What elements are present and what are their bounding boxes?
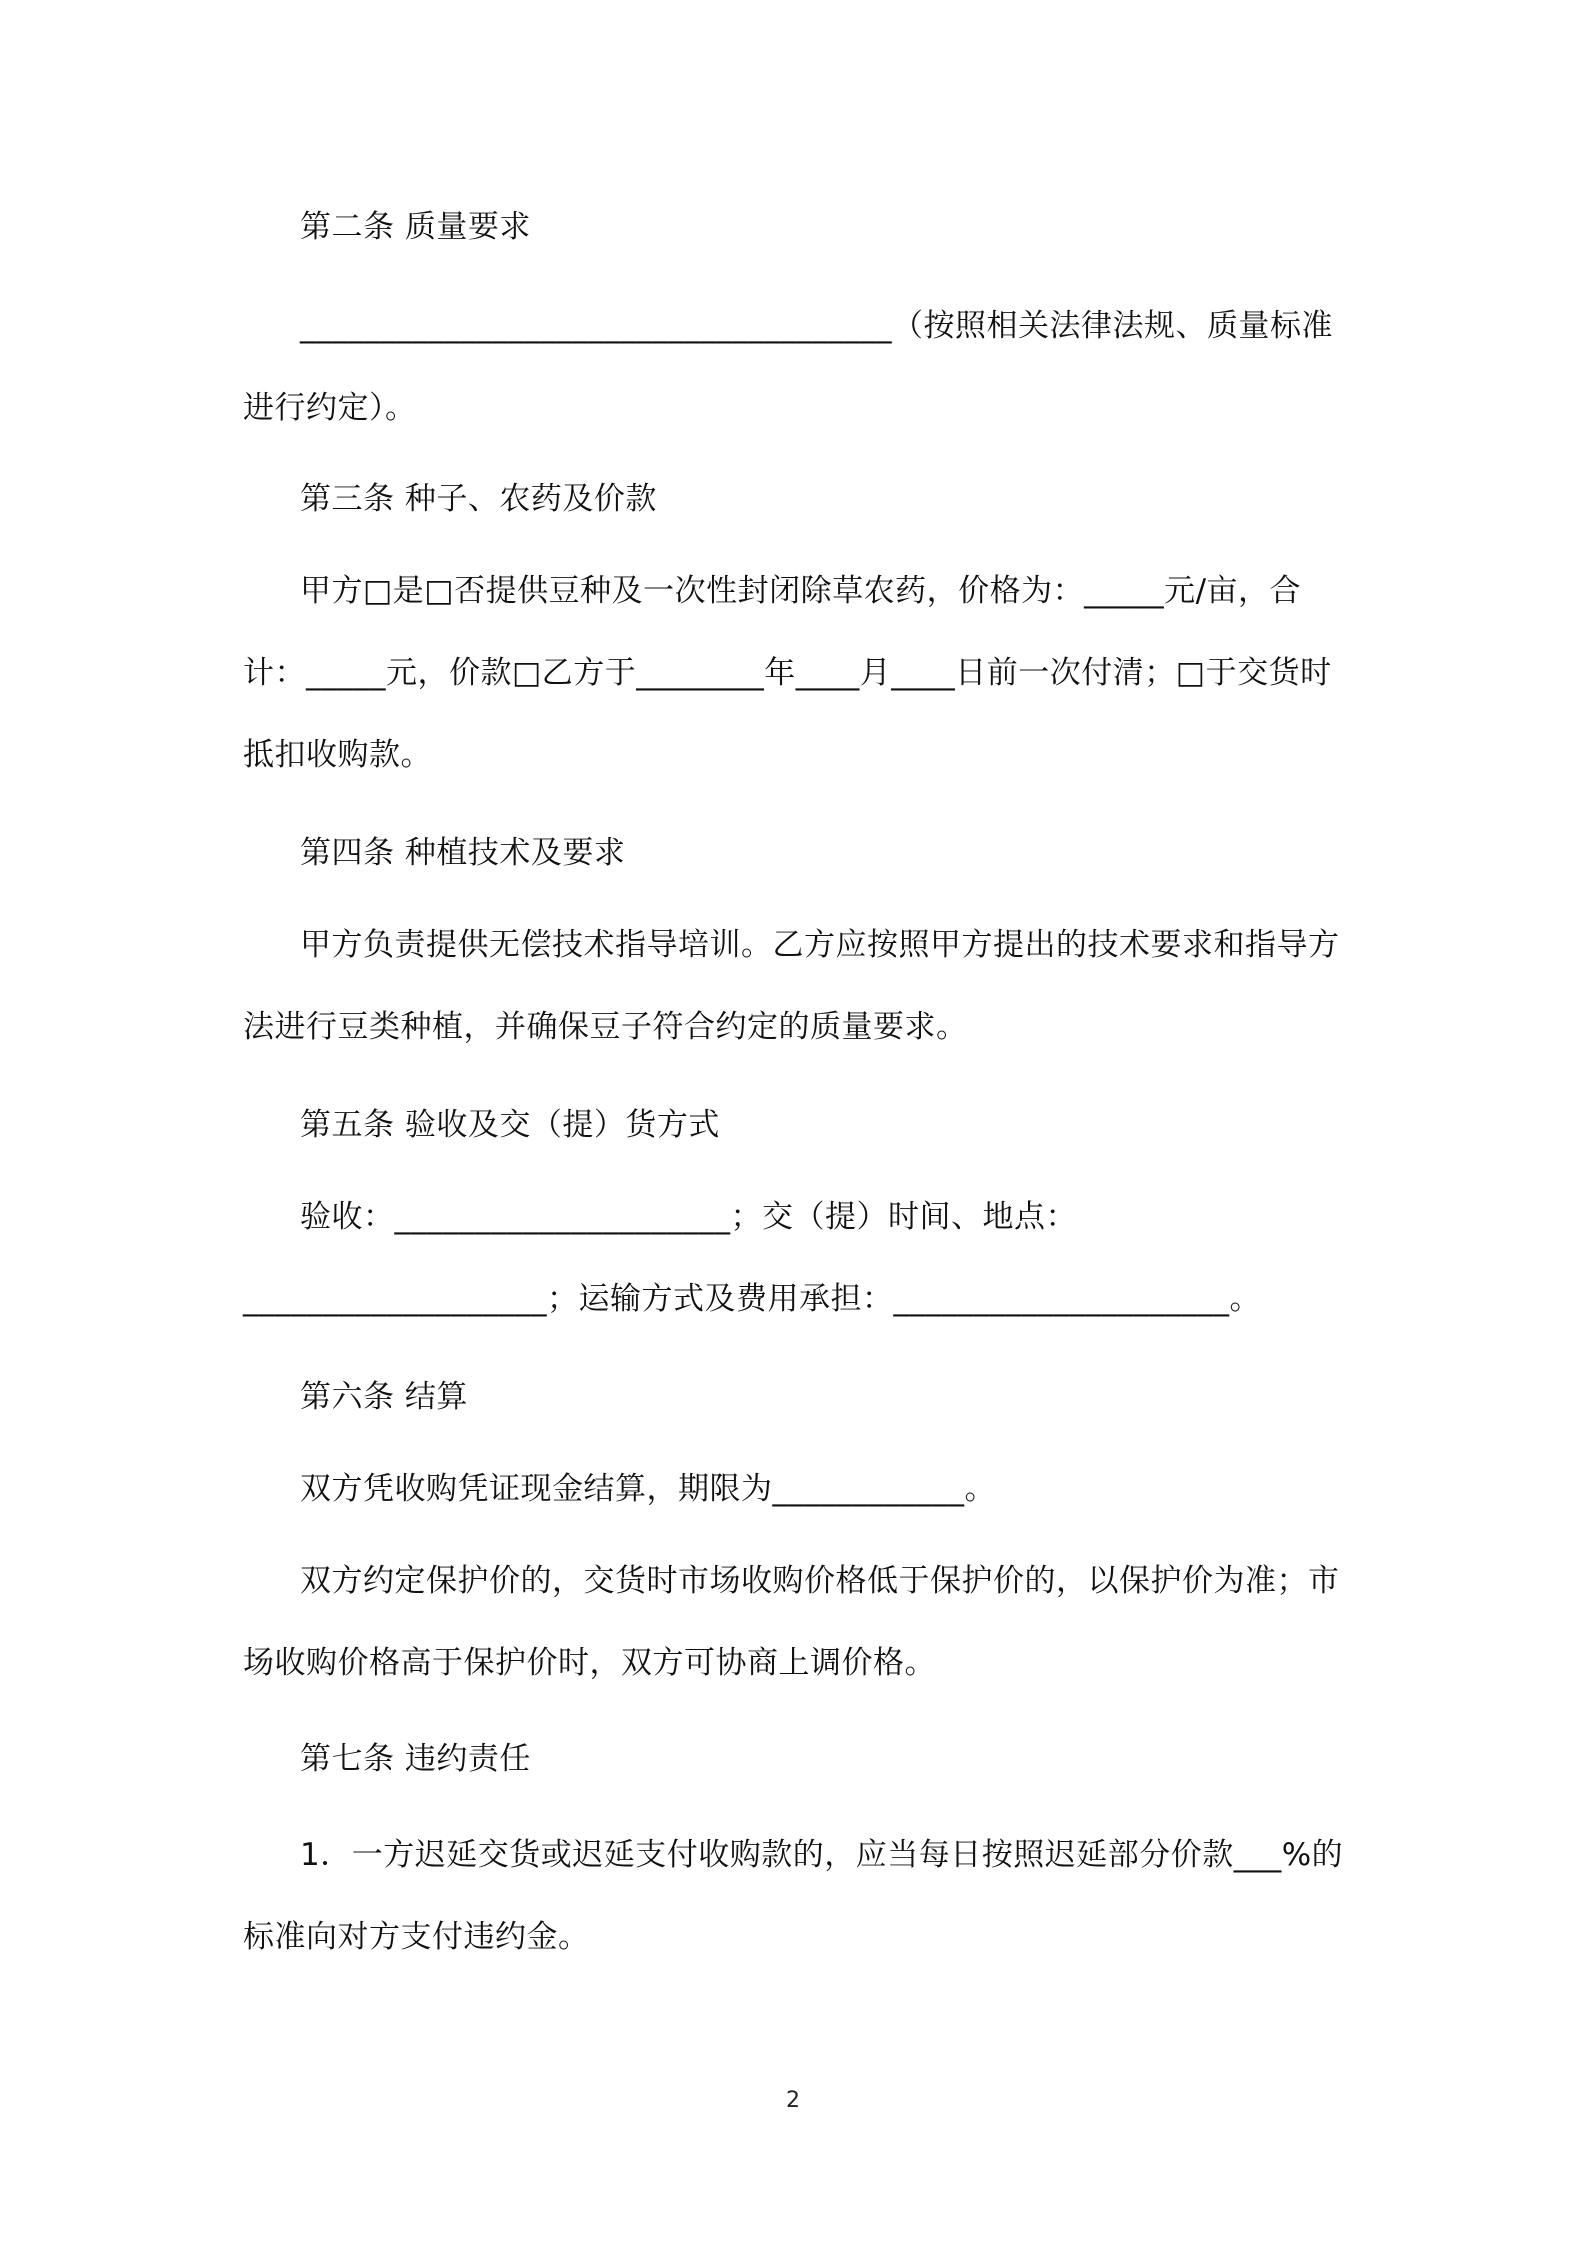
article-3-heading: 第三条 种子、农药及价款 [300,481,657,517]
article-7-text-1: 1．一方迟延交货或迟延支付收购款的，应当每日按照迟延部分价款___%的标准向对方支付违约金。 [243,1837,1344,1955]
article-5-heading: 第五条 验收及交（提）货方式 [300,1107,720,1143]
article-4-body [243,904,1353,1068]
page-number: 2 [786,2088,800,2113]
article-2-heading: 第二条 质量要求 [300,209,531,245]
article-3-body [243,550,1353,796]
article-6 [243,1356,1353,1438]
article-3-text: 甲方□是□否提供豆种及一次性封闭除草农药，价格为：_____元/亩，合计：_____元，价款□乙方于________年____月____日前一次付清；□于交货时抵扣收购款。 [243,573,1332,773]
article-2-text: _____________________________________（按照相关法律法规、质量标准进行约定）。 [243,308,1333,426]
article-7 [243,1718,1353,1800]
article-5-text: 验收：_____________________；交（提）时间、地点：___________________；运输方式及费用承担：_____________________。 [243,1199,1261,1317]
article-6-heading: 第六条 结算 [300,1379,468,1415]
article-3 [243,458,1353,540]
article-2 [243,186,1353,268]
article-5 [243,1084,1353,1166]
article-7-item-1 [243,1814,1353,1978]
article-4-heading: 第四条 种植技术及要求 [300,835,626,871]
article-6-body-2 [243,1540,1353,1704]
article-4-text: 甲方负责提供无偿技术指导培训。乙方应按照甲方提出的技术要求和指导方法进行豆类种植，并确保豆子符合约定的质量要求。 [243,927,1340,1045]
article-7-heading: 第七条 违约责任 [300,1741,531,1777]
article-6-text-2: 双方约定保护价的，交货时市场收购价格低于保护价的，以保护价为准；市场收购价格高于保护价时，双方可协商上调价格。 [243,1563,1340,1681]
article-6-body-1 [243,1448,1353,1530]
article-4 [243,812,1353,894]
article-6-text-1: 双方凭收购凭证现金结算，期限为____________。 [300,1471,996,1507]
article-5-body [243,1176,1353,1340]
article-2-body [243,285,1353,449]
